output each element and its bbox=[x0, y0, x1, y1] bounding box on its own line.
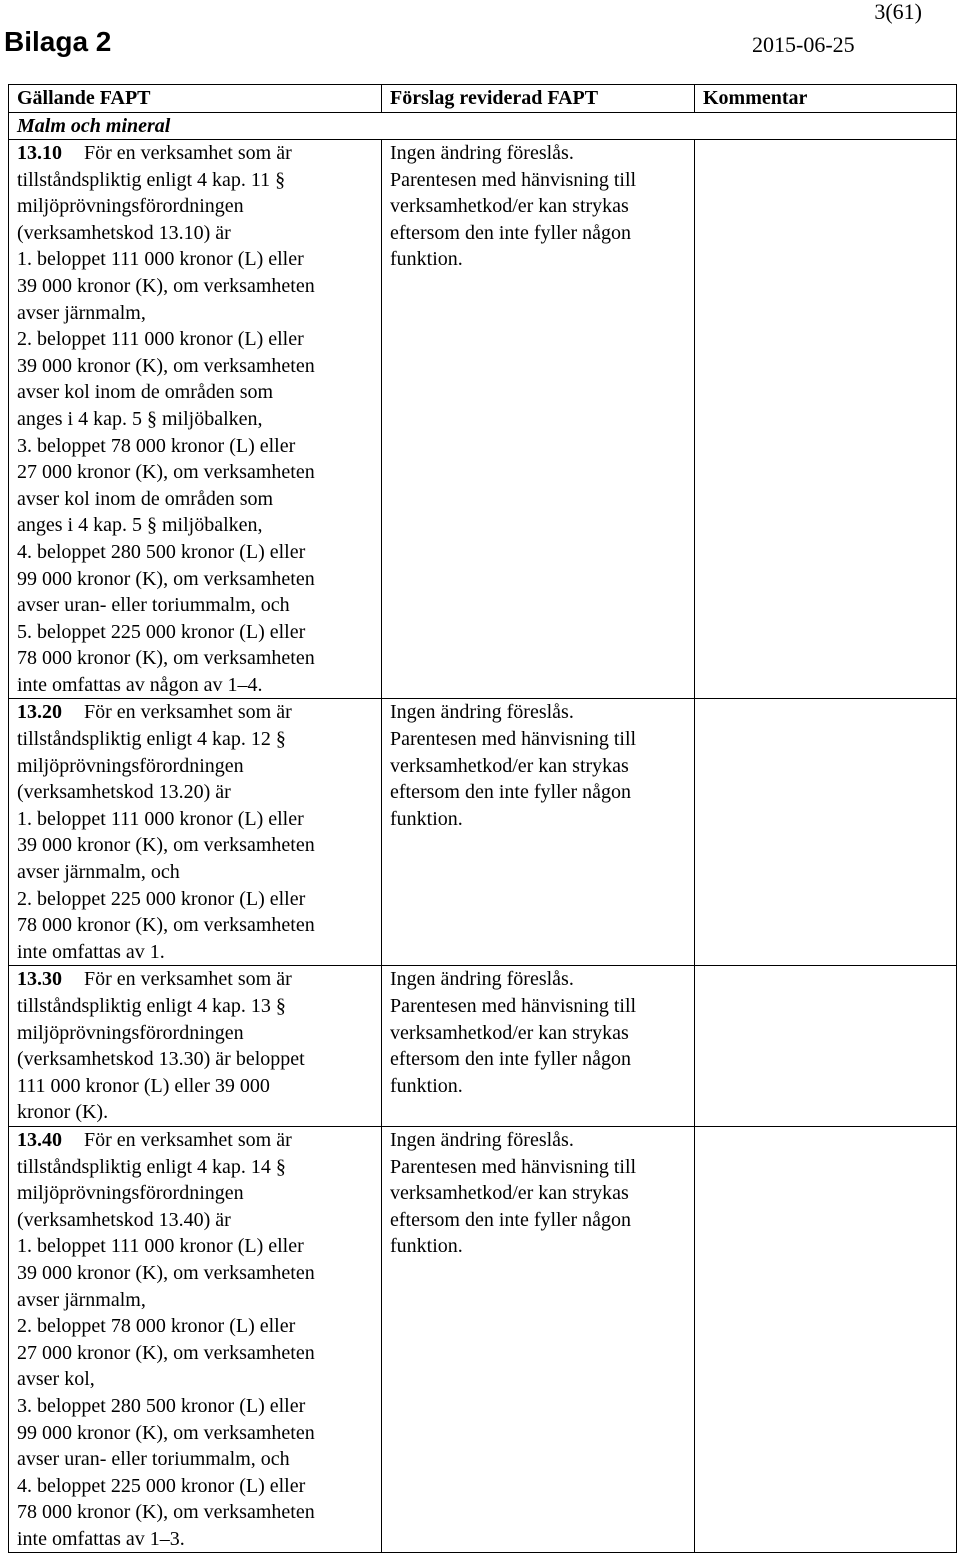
proposal-text-line: verksamhetkod/er kan strykas bbox=[390, 1021, 629, 1044]
current-text-line: tillståndspliktig enligt 4 kap. 12 § bbox=[17, 728, 286, 751]
row-first-line bbox=[17, 699, 381, 726]
table-header-row bbox=[9, 85, 957, 113]
current-text-cell bbox=[9, 1126, 382, 1553]
proposal-text-line: funktion. bbox=[390, 248, 463, 271]
current-text-line: 1. beloppet 111 000 kronor (L) eller bbox=[17, 807, 304, 830]
proposal-text-line: funktion. bbox=[390, 1235, 463, 1258]
current-text-line: miljöprövningsförordningen bbox=[17, 195, 244, 218]
table-row bbox=[9, 140, 957, 699]
current-text-cell bbox=[9, 966, 382, 1127]
proposal-text-line: Parentesen med hänvisning till bbox=[390, 995, 637, 1017]
current-text-line: anges i 4 kap. 5 § miljöbalken, bbox=[17, 514, 263, 537]
proposal-text-line: verksamhetkod/er kan strykas bbox=[390, 1182, 629, 1205]
row-first-line-text: För en verksamhet som är bbox=[84, 701, 292, 724]
current-text-line: avser kol, bbox=[17, 1368, 95, 1391]
column-header-proposal: Förslag reviderad FAPT bbox=[382, 85, 695, 113]
current-text-line: 27 000 kronor (K), om verksamheten bbox=[17, 461, 315, 484]
current-text-line: inte omfattas av 1–3. bbox=[17, 1527, 185, 1550]
proposal-text-line: eftersom den inte fyller någon bbox=[390, 1048, 632, 1071]
proposal-text-line: funktion. bbox=[390, 807, 463, 830]
column-header-current: Gällande FAPT bbox=[9, 85, 382, 113]
proposal-cell bbox=[382, 699, 695, 966]
current-text-line: avser kol inom de områden som bbox=[17, 381, 274, 404]
document-title: Bilaga 2 bbox=[4, 26, 112, 57]
current-text-line: avser kol inom de områden som bbox=[17, 487, 274, 510]
column-header-comment: Kommentar bbox=[695, 85, 957, 113]
current-text-line: anges i 4 kap. 5 § miljöbalken, bbox=[17, 407, 263, 430]
current-text-line: 39 000 kronor (K), om verksamheten bbox=[17, 354, 315, 377]
row-first-line-text: För en verksamhet som är bbox=[84, 968, 292, 991]
current-text-line: 2. beloppet 225 000 kronor (L) eller bbox=[17, 887, 306, 910]
current-text-line: 99 000 kronor (K), om verksamheten bbox=[17, 567, 315, 590]
current-text-line: 78 000 kronor (K), om verksamheten bbox=[17, 1501, 315, 1524]
current-text-line: inte omfattas av någon av 1–4. bbox=[17, 673, 263, 696]
proposal-cell bbox=[382, 966, 695, 1127]
current-text-line: 27 000 kronor (K), om verksamheten bbox=[17, 1341, 315, 1364]
current-text-line: miljöprövningsförordningen bbox=[17, 754, 244, 777]
proposal-text-line: eftersom den inte fyller någon bbox=[390, 781, 632, 804]
current-text-line: 3. beloppet 78 000 kronor (L) eller bbox=[17, 434, 296, 457]
current-text-line: 4. beloppet 280 500 kronor (L) eller bbox=[17, 540, 306, 563]
current-text-line: 111 000 kronor (L) eller 39 000 bbox=[17, 1074, 270, 1097]
proposal-text-line: Ingen ändring föreslås. bbox=[390, 142, 574, 164]
current-text-line: 2. beloppet 111 000 kronor (L) eller bbox=[17, 328, 304, 351]
current-text-line: 1. beloppet 111 000 kronor (L) eller bbox=[17, 248, 304, 271]
proposal-text-line: Ingen ändring föreslås. bbox=[390, 1128, 574, 1151]
proposal-text-line: Parentesen med hänvisning till bbox=[390, 1155, 637, 1178]
current-text-line: 78 000 kronor (K), om verksamheten bbox=[17, 914, 315, 937]
current-text-line: avser järnmalm, bbox=[17, 1288, 146, 1311]
proposal-cell bbox=[382, 140, 695, 699]
row-first-line bbox=[17, 140, 381, 167]
page-number: 3(61) bbox=[874, 0, 922, 24]
activity-code: 13.20 bbox=[17, 701, 62, 724]
current-text-line: avser järnmalm, och bbox=[17, 861, 180, 884]
comment-cell bbox=[695, 966, 957, 1127]
row-first-line bbox=[17, 966, 381, 993]
proposal-text-line: eftersom den inte fyller någon bbox=[390, 221, 632, 244]
activity-code: 13.30 bbox=[17, 968, 62, 991]
current-text-line: avser uran- eller toriummalm, och bbox=[17, 594, 290, 617]
current-text-line: tillståndspliktig enligt 4 kap. 11 § bbox=[17, 168, 286, 191]
current-text-line: inte omfattas av 1. bbox=[17, 940, 165, 963]
proposal-text-line: eftersom den inte fyller någon bbox=[390, 1208, 632, 1231]
current-text-line: 39 000 kronor (K), om verksamheten bbox=[17, 834, 315, 857]
current-text-line: tillståndspliktig enligt 4 kap. 13 § bbox=[17, 995, 286, 1017]
current-text-line: 78 000 kronor (K), om verksamheten bbox=[17, 647, 315, 670]
current-text-line: tillståndspliktig enligt 4 kap. 14 § bbox=[17, 1155, 286, 1178]
current-text-line: kronor (K). bbox=[17, 1101, 109, 1124]
comment-cell bbox=[695, 1126, 957, 1553]
current-text-line: (verksamhetskod 13.20) är bbox=[17, 781, 231, 804]
current-text-line: 39 000 kronor (K), om verksamheten bbox=[17, 274, 315, 297]
current-text-line: avser järnmalm, bbox=[17, 301, 146, 324]
current-text-line: 99 000 kronor (K), om verksamheten bbox=[17, 1421, 315, 1444]
row-first-line bbox=[17, 1127, 381, 1154]
table-row bbox=[9, 699, 957, 966]
section-title: Malm och mineral bbox=[9, 113, 957, 140]
section-row bbox=[9, 113, 957, 140]
proposal-text-line: verksamhetkod/er kan strykas bbox=[390, 195, 629, 218]
activity-code: 13.40 bbox=[17, 1128, 62, 1151]
table-row bbox=[9, 1126, 957, 1553]
current-text-line: miljöprövningsförordningen bbox=[17, 1182, 244, 1205]
proposal-cell bbox=[382, 1126, 695, 1553]
proposal-text-line: Parentesen med hänvisning till bbox=[390, 168, 637, 191]
current-text-line: 4. beloppet 225 000 kronor (L) eller bbox=[17, 1474, 306, 1497]
current-text-line: (verksamhetskod 13.40) är bbox=[17, 1208, 231, 1231]
current-text-line: 39 000 kronor (K), om verksamheten bbox=[17, 1261, 315, 1284]
proposal-text-line: Ingen ändring föreslås. bbox=[390, 701, 574, 724]
current-text-cell bbox=[9, 140, 382, 699]
current-text-cell bbox=[9, 699, 382, 966]
document-date: 2015-06-25 bbox=[752, 32, 855, 57]
comment-cell bbox=[695, 140, 957, 699]
comparison-table bbox=[8, 84, 957, 1553]
current-text-line: 3. beloppet 280 500 kronor (L) eller bbox=[17, 1394, 306, 1417]
row-first-line-text: För en verksamhet som är bbox=[84, 1128, 292, 1151]
comment-cell bbox=[695, 699, 957, 966]
current-text-line: (verksamhetskod 13.30) är beloppet bbox=[17, 1048, 305, 1071]
proposal-text-line: verksamhetkod/er kan strykas bbox=[390, 754, 629, 777]
current-text-line: (verksamhetskod 13.10) är bbox=[17, 221, 231, 244]
row-first-line-text: För en verksamhet som är bbox=[84, 142, 292, 164]
table-row bbox=[9, 966, 957, 1127]
proposal-text-line: Ingen ändring föreslås. bbox=[390, 968, 574, 991]
current-text-line: 5. beloppet 225 000 kronor (L) eller bbox=[17, 620, 306, 643]
current-text-line: 2. beloppet 78 000 kronor (L) eller bbox=[17, 1315, 296, 1338]
current-text-line: miljöprövningsförordningen bbox=[17, 1021, 244, 1044]
proposal-text-line: Parentesen med hänvisning till bbox=[390, 728, 637, 751]
activity-code: 13.10 bbox=[17, 142, 62, 164]
current-text-line: 1. beloppet 111 000 kronor (L) eller bbox=[17, 1235, 304, 1258]
current-text-line: avser uran- eller toriummalm, och bbox=[17, 1448, 290, 1471]
proposal-text-line: funktion. bbox=[390, 1074, 463, 1097]
